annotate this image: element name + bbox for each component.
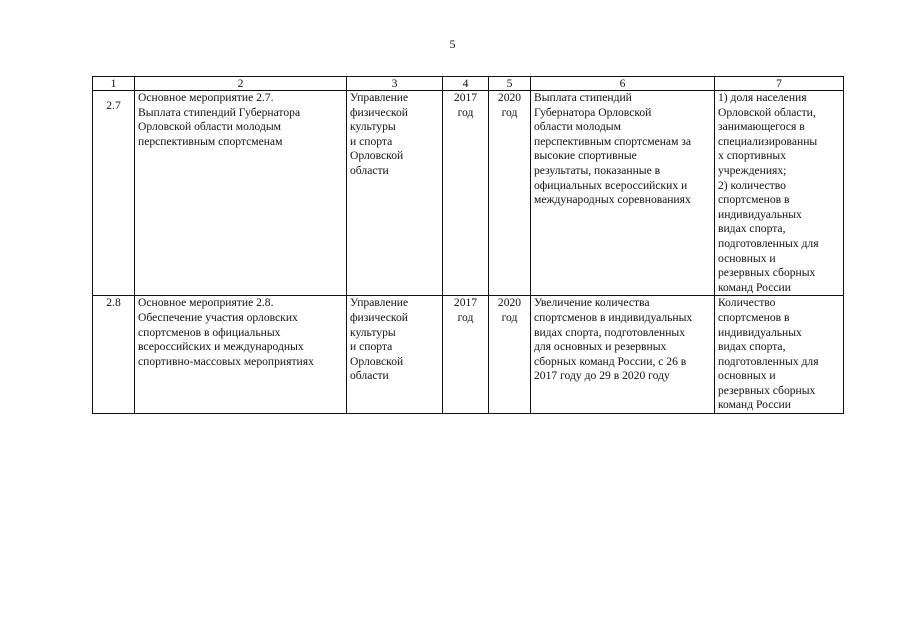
- executor-text: Управление физической культуры и спорта Орловской области: [350, 91, 409, 177]
- end-year-cell: [489, 296, 531, 414]
- indicator-cell: [715, 91, 844, 296]
- column-header: 7: [715, 77, 844, 91]
- column-header: 2: [135, 77, 347, 91]
- executor-cell: [347, 91, 443, 296]
- end-year: 2020 год: [497, 296, 522, 324]
- column-header: 1: [93, 77, 135, 91]
- table-row: [93, 296, 844, 414]
- column-header: 3: [347, 77, 443, 91]
- row-number-cell: [93, 296, 135, 414]
- row-number: 2.7: [106, 99, 121, 112]
- start-year: 2017 год: [453, 296, 478, 324]
- column-header: 6: [531, 77, 715, 91]
- event-text: Основное мероприятие 2.7. Выплата стипендий Губернатора Орловской области молодым перспективным спортсменам: [138, 91, 301, 148]
- indicator-text: 1) доля населения Орловской области, занимающегося в специализированны х спортивных учреждениях; 2) количество спортсменов в индивидуальных видах спорта, подготовленных для основных и резервных сборных команд России: [718, 91, 819, 294]
- row-number: 2.8: [106, 296, 121, 310]
- indicator-cell: [715, 296, 844, 414]
- table-header-row: [93, 77, 844, 91]
- result-cell: [531, 91, 715, 296]
- indicator-text: Количество спортсменов в индивидуальных видах спорта, подготовленных для основных и резервных сборных команд России: [718, 296, 819, 412]
- executor-cell: [347, 296, 443, 414]
- column-header: 5: [489, 77, 531, 91]
- end-year-cell: [489, 91, 531, 296]
- measures-table: [92, 76, 844, 414]
- table-row: [93, 91, 844, 296]
- event-cell: [135, 91, 347, 296]
- start-year: 2017 год: [453, 91, 478, 119]
- result-cell: [531, 296, 715, 414]
- start-year-cell: [443, 296, 489, 414]
- column-header: 4: [443, 77, 489, 91]
- page-number: 5: [449, 37, 456, 51]
- event-text: Основное мероприятие 2.8. Обеспечение участия орловских спортсменов в официальных всероссийских и международных спортивно-массовых мероприятиях: [138, 296, 314, 368]
- event-cell: [135, 296, 347, 414]
- end-year: 2020 год: [497, 91, 522, 119]
- executor-text: Управление физической культуры и спорта Орловской области: [350, 296, 409, 383]
- row-number-cell: [93, 91, 135, 296]
- result-text: Увеличение количества спортсменов в индивидуальных видах спорта, подготовленных для основных и резервных сборных команд России, с 26 в 2017 году до 29 в 2020 году: [534, 296, 693, 383]
- result-text: Выплата стипендий Губернатора Орловской области молодым перспективным спортсменам за высокие спортивные результаты, показанные в официальных всероссийских и международных соревнованиях: [534, 91, 692, 207]
- start-year-cell: [443, 91, 489, 296]
